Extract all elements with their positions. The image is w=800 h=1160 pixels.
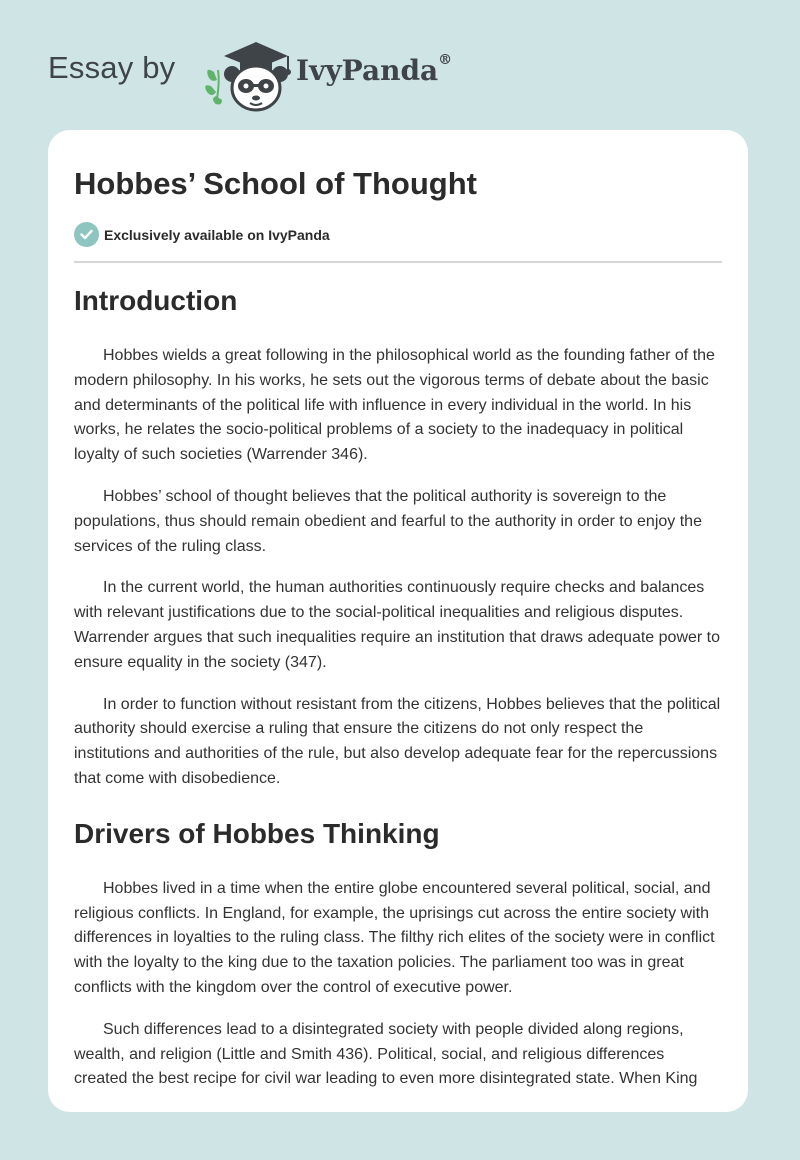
trademark-symbol: ® bbox=[438, 51, 453, 68]
paragraph: In order to function without resistant from the citizens, Hobbes believes that the political authority should exercise a ruling that ensure the citizens do not only respect the institutions and authorities of the rule, but also develop adequate fear for the repercussions that come with disobedience. bbox=[74, 695, 721, 787]
paragraph: Hobbes’ school of thought believes that the political authority is sovereign to the populations, thus should remain obedient and fearful to the authority in order to enjoy the services of the ruling class. bbox=[74, 487, 702, 555]
paragraph: Such differences lead to a disintegrated society with people divided along regions, wealth, and religion (Little and Smith 436). Political, social, and religious differences created the best recipe for civil war leading to even more disintegrated state. When King bbox=[74, 1020, 698, 1088]
article-body bbox=[74, 284, 722, 1109]
page-title: Hobbes’ School of Thought bbox=[74, 166, 477, 201]
section-heading: Introduction bbox=[74, 285, 238, 316]
exclusive-badge-label: Exclusively available on IvyPanda bbox=[104, 226, 330, 243]
check-icon bbox=[74, 222, 99, 247]
exclusive-badge bbox=[74, 222, 330, 247]
essay-by-label: Essay by bbox=[48, 50, 176, 85]
ivypanda-logo-icon[interactable] bbox=[202, 36, 294, 114]
title-divider bbox=[74, 261, 722, 263]
essay-card bbox=[48, 130, 748, 1112]
site-header bbox=[48, 30, 748, 114]
brand-name[interactable] bbox=[296, 51, 453, 87]
section-heading: Drivers of Hobbes Thinking bbox=[74, 817, 440, 849]
brand-label: IvyPanda bbox=[296, 54, 439, 87]
paragraph: Hobbes lived in a time when the entire globe encountered several political, social, and religious conflicts. In England, for example, the uprisings cut across the entire society with differences in loyalties to the ruling class. The filthy rich elites of the society were in conflict with the loyalty to the king due to the taxation policies. The parliament too was in great conflicts with the kingdom over the control of executive power. bbox=[74, 879, 715, 996]
paragraph: Hobbes wields a great following in the philosophical world as the founding father of the modern philosophy. In his works, he sets out the vigorous terms of debate about the basic and determinants of the political life with influence in every individual in the world. In his works, he relates the socio-political problems of a society to the inadequacy in political loyalty of such societies (Warrender 346). bbox=[74, 347, 715, 464]
paragraph: In the current world, the human authorities continuously require checks and balances with relevant justifications due to the social-political inequalities and religious disputes. Warrender argues that such inequalities require an institution that draws adequate power to ensure equality in the society (347). bbox=[74, 579, 721, 671]
